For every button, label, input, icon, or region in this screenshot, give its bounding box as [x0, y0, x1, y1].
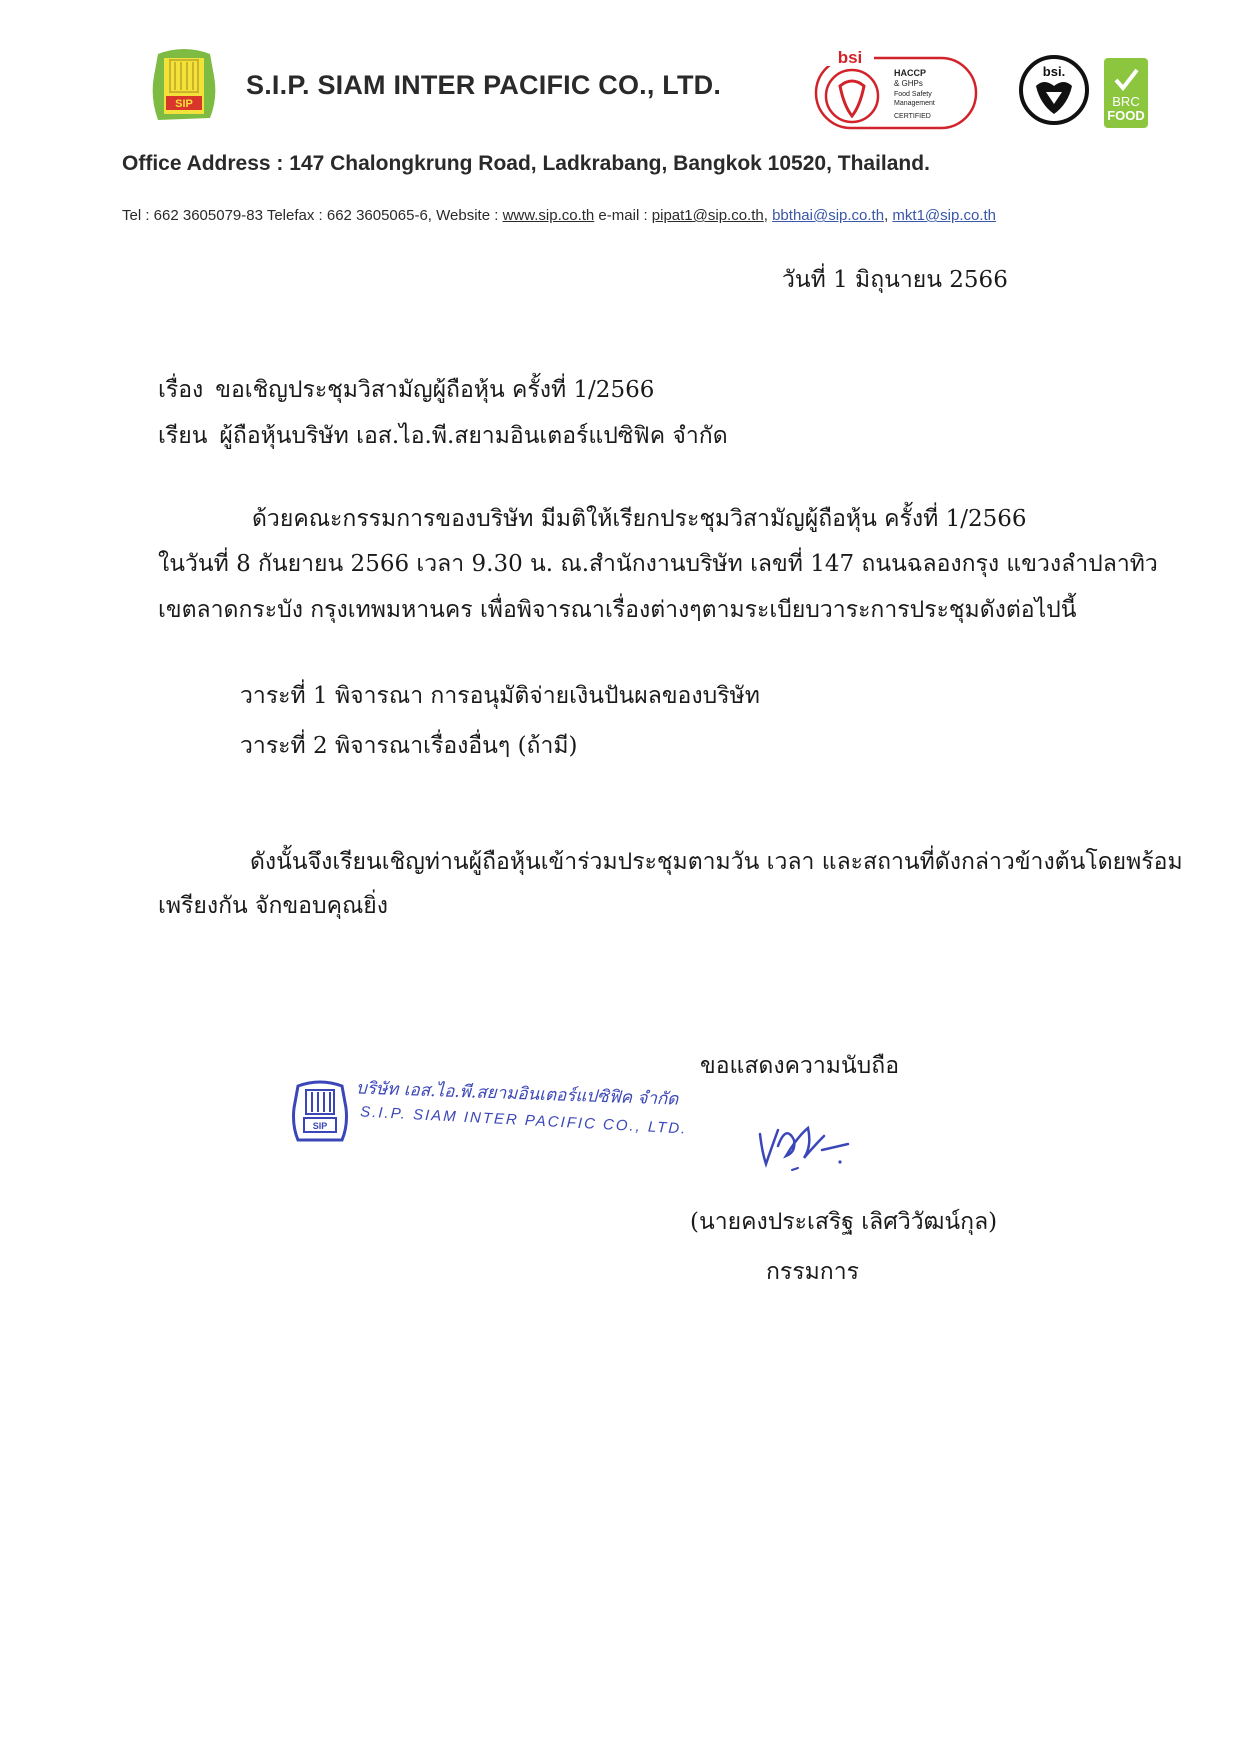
paragraph2-line: ดังนั้นจึงเรียนเชิญท่านผู้ถือหุ้นเข้าร่วมประชุมตามวัน เวลา และสถานที่ดังกล่าวข้างต้นโดยพร้อม [250, 849, 1183, 875]
agenda-item: วาระที่ 1 พิจารณา การอนุมัติจ่ายเงินปันผลของบริษัท [240, 683, 760, 709]
salutation-text: ผู้ถือหุ้นบริษัท เอส.ไอ.พี.สยามอินเตอร์แปซิฟิค จำกัด [219, 423, 728, 449]
letter-salutation [158, 418, 728, 454]
handwritten-signature [752, 1106, 872, 1178]
stamp-thai-name: บริษัท เอส.ไอ.พี.สยามอินเตอร์แปซิฟิค จำกัด [355, 1078, 679, 1110]
bsi-round-brand: bsi. [1042, 64, 1066, 79]
office-address: Office Address : 147 Chalongkrung Road, Ladkrabang, Bangkok 10520, Thailand. [122, 152, 930, 175]
contact-separator: , [763, 207, 773, 224]
contact-email-label: e-mail : [594, 207, 652, 224]
subject-text: ขอเชิญประชุมวิสามัญผู้ถือหุ้น ครั้งที่ 1/2566 [215, 377, 655, 403]
closing-phrase: ขอแสดงความนับถือ [700, 1053, 900, 1079]
company-stamp [290, 1074, 688, 1152]
signer-name: (นายคงประเสริฐ เลิศวิวัฒน์กุล) [690, 1209, 998, 1235]
email-link-pipat[interactable]: pipat1@sip.co.th [651, 207, 764, 224]
company-name: S.I.P. SIAM INTER PACIFIC CO., LTD. [246, 70, 722, 100]
salutation-label: เรียน [158, 423, 208, 449]
paragraph1-line: เขตลาดกระบัง กรุงเทพมหานคร เพื่อพิจารณาเรื่องต่างๆตามระเบียบวาระการประชุมดังต่อไปนี้ [158, 597, 1077, 623]
bsi-badge-line: & GHPs [894, 79, 923, 88]
sip-logo [148, 46, 220, 126]
stamp-logo-icon [290, 1078, 350, 1144]
subject-label: เรื่อง [158, 377, 204, 403]
brc-badge-line1: BRC [1112, 94, 1140, 109]
paragraph2-line: เพรียงกัน จักขอบคุณยิ่ง [158, 893, 389, 919]
website-link[interactable]: www.sip.co.th [502, 207, 595, 224]
contact-line [122, 207, 996, 224]
email-link-mkt[interactable]: mkt1@sip.co.th [892, 207, 996, 224]
bsi-haccp-certification-badge [812, 46, 982, 132]
sip-logo-text: SIP [175, 98, 193, 110]
stamp-english-name: S.I.P. SIAM INTER PACIFIC CO., LTD. [359, 1103, 688, 1138]
bsi-badge-line: Management [894, 100, 935, 107]
paragraph1-line: ในวันที่ 8 กันยายน 2566 เวลา 9.30 น. ณ.สำนักงานบริษัท เลขที่ 147 ถนนฉลองกรุง แขวงลำปลาทิว [158, 551, 1158, 577]
contact-separator: , [884, 207, 893, 224]
email-link-bbthai[interactable]: bbthai@sip.co.th [772, 207, 885, 224]
bsi-badge-brand: bsi [837, 48, 863, 67]
bsi-badge-line: Food Safety [894, 91, 932, 98]
signer-title: กรรมการ [766, 1259, 859, 1285]
bsi-badge-line: CERTIFIED [894, 113, 931, 120]
brc-badge-line2: FOOD [1107, 108, 1145, 123]
agenda-item: วาระที่ 2 พิจารณาเรื่องอื่นๆ (ถ้ามี) [240, 733, 578, 759]
brc-food-certificate-badge [1104, 58, 1148, 128]
letter-subject [158, 372, 654, 408]
stamp-box-text: SIP [312, 1121, 328, 1131]
letter-date: วันที่ 1 มิถุนายน 2566 [782, 267, 1008, 293]
bsi-kitemark-badge [1018, 54, 1090, 126]
contact-tel-fax: Tel : 662 3605079-83 Telefax : 662 3605065-6, Website : [122, 207, 503, 224]
bsi-badge-line: HACCP [894, 68, 927, 78]
paragraph1-line: ด้วยคณะกรรมการของบริษัท มีมติให้เรียกประชุมวิสามัญผู้ถือหุ้น ครั้งที่ 1/2566 [252, 506, 1027, 532]
